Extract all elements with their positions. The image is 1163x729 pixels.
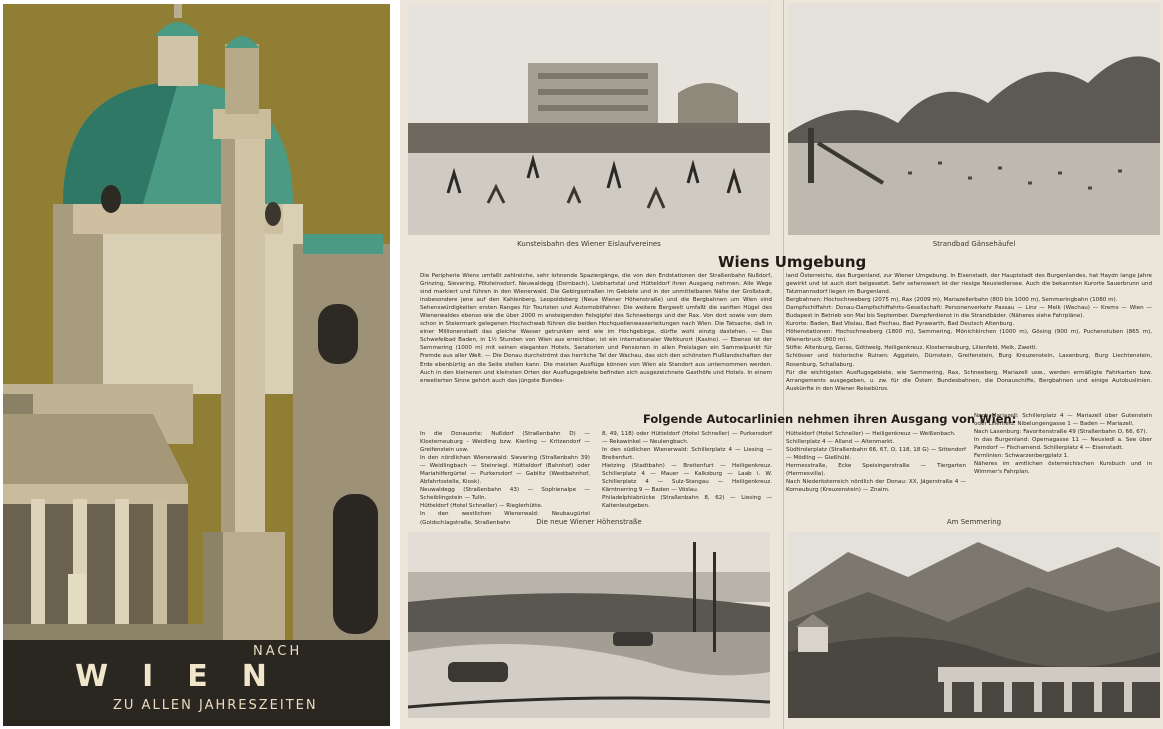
paragraph: Nach Mariazell: Schillerplatz 4 — Mariazell über Gutenstein oder Lilienfeld. Nibelungengasse 1 — Baden — Mariazell.: [974, 413, 1152, 428]
paragraph: Höhenstationen: Hochschneeberg (1800 m), Semmering, Mönichkirchen (1000 m), Gösing (900 m), Puchenstuben (865 m), Wienerbruck (800 m).: [786, 329, 1152, 344]
paragraph: Bergbahnen: Hochschneeberg (2075 m), Rax (2009 m), Mariazellerbahn (800 bis 1000 m), Semmeringbahn (1080 m).: [786, 297, 1118, 304]
paragraph: Näheres im amtlichen österreichischen Kursbuch und in Wimmer's Fahrplan.: [974, 461, 1152, 476]
photo-ice-rink: [408, 3, 770, 235]
brochure-inner-spread: [400, 0, 1163, 729]
paragraph: Fernlinien: Schwarzenbergplatz 1.: [974, 453, 1069, 460]
paragraph: Schillerplatz 4 — Alland — Altenmarkt.: [786, 439, 895, 446]
section-heading: Wiens Umgebung: [718, 253, 867, 271]
cover-subtitle: ZU ALLEN JAHRESZEITEN: [113, 698, 318, 713]
fold-line: [783, 0, 784, 729]
caption-semmering: Am Semmering: [946, 518, 1002, 526]
text-column-left: [420, 272, 772, 412]
photo-strandbad: [788, 3, 1160, 235]
caption-ice-rink: Kunsteisbahn des Wiener Eislaufvereines: [517, 240, 661, 248]
paragraph: Die Peripherie Wiens umfaßt zahlreiche, sehr lohnende Spaziergänge, die von den Endstationen der Straßenbahn Nußdorf, Grinzing, Sievering, Pötzleinsdorf, Neuwaldegg (Dornbach), Liebhartstal und Hütteldorf ihren Ausgang nehmen. Alle Wege sind markiert und führen in den Wienerwald. Die Gebirgsstraßen im Gebiete und in der unmittelbaren Nähe der Großstadt, insbesondere jene auf den Kahlenberg, Leopoldsberg (Neue Wiener Höhenstraße) und die Bergbahnen um Wien sind Sehenswürdigkeiten ersten Ranges für Touristen und Automobilfahrer. Die weitere Bergwelt umfaßt die sanften Hügel des Wienerwaldes ebenso wie die über 2000 m ansteigenden Felsgipfel des Schneebergs und der Rax. Von dort sowie von dem schon in Steiermark gelegenen Hochschwab führen die beiden Hochquellenwasserleitungen nach Wien. Die Tatsache, daß in einer Millionenstadt das gleiche Wasser getrunken wird wie im Hochgebirge, dürfte wohl einzig dastehen. — Das Schwefelbad Baden, in 1½ Stunden von Wien aus erreichbar, ist ein internationaler Weltkurort (Kasino). — Ebenso ist der Semmering (1000 m) mit seinen eleganten Hotels, Sanatorien und Pensionen in allen Preislagen ein Sammelpunkt für Fremde aus aller Welt. — Die Donau durchströmt das herrliche Tal der Wachau, das sich den schönsten Flußlandschaften der Erde ebenbürtig an die Seite stellen kann. Die meisten Ausflüge können von Wien als Standort aus unternommen werden. Auch in den kleineren und kleinsten Orten der Ausflugsgebiete befinden sich ausgezeichnete Gasthöfe und Hotels. In einem erweiterten Sinne gehört auch das jüngste Bundes-: [420, 273, 772, 384]
paragraph: Hietzing (Stadtbahn) — Breitenfurt — Heiligenkreuz. Schillerplatz 4 — Mauer — Kalksburg — Laab i. W. Schillerplatz 4 — Sulz-Stangau — Heiligenkreuz. Kärntnerring 9 — Baden — Vöslau.: [602, 463, 772, 494]
paragraph: In den südlichen Wienerwald: Schillerplatz 4 — Liesing — Breitenfurt.: [602, 447, 772, 462]
paragraph: In den nördlichen Wienerwald: Sievering (Straßenbahn 39) — Weidlingbach — Steinriegl. Hütteldorf (Bahnhof) oder Mariahilfergürtel — Purkersdorf — Gablitz (Westbahnhof, Abfahrtsstelle, Kiosk).: [420, 455, 590, 486]
cover-title: WIEN: [75, 659, 301, 694]
paragraph: Schlösser und historische Ruinen: Aggstein, Dürnstein, Greifenstein, Burg Kreuzenstein, Laxenburg, Burg Liechtenstein, Rosenburg, Schallaburg.: [786, 353, 1152, 368]
paragraph: Hütteldorf (Hotel Schneller) — Rieglerhütte.: [420, 503, 543, 510]
paragraph: In das Burgenland: Opernagasse 11 — Neusiedl a. See über Parndorf — Fischamend. Schillerplatz 4 — Eisenstadt.: [974, 437, 1152, 452]
paragraph: Südtirolerplatz (Straßenbahn 66, 67, O, 118, 18 G) — Sittendorf — Mödling — Gießhübl.: [786, 447, 966, 462]
paragraph: Neuwaldegg (Straßenbahn 43) — Sophienalpe — Scheiblingstein — Tulln.: [420, 487, 590, 502]
caption-strandbad: Strandbad Gänsehäufel: [932, 240, 1016, 248]
brochure-cover: [3, 4, 390, 726]
paragraph: In den westlichen Wienerwald: Neubaugürtel (Goldschlagstraße, Straßenbahn: [420, 511, 590, 526]
paragraph: Für die wichtigsten Ausflugsgebiete, wie Semmering, Rax, Schneeberg, Mariazell usw., werden ermäßigte Fahrkarten bzw. Arrangements ausgegeben, u. zw. für die Österr. Bundesbahnen, die Donauschiffe, Bergbahnen und einige Autobuslinien. Auskünfte in den Wiener Reisebüros.: [786, 369, 1152, 392]
paragraph: Nach Niederösterreich nördlich der Donau: XX, Jägerstraße 4 — Korneuburg (Kreuzenstein) — Znaim.: [786, 479, 966, 494]
paragraph: Philadelphiabrücke (Straßenbahn 8, 62) — Liesing — Kaltenleutgeben.: [602, 495, 772, 510]
photo-hoehenstrasse: [408, 532, 770, 718]
paragraph: Hermesstraße, Ecke Speisingerstraße — Tiergarten (Hermesvilla).: [786, 463, 966, 478]
paragraph: Kurorte: Baden, Bad Vöslau, Bad Fischau, Bad Pyrawarth, Bad Deutsch Altenburg.: [786, 321, 1015, 328]
paragraph: Nach Laxenburg: Favoritenstraße 49 (Straßenbahn O, 66, 67).: [974, 429, 1148, 436]
autocar-heading: Folgende Autocarlinien nehmen ihren Ausgang von Wien:: [643, 412, 1017, 426]
cover-nach-label: NACH: [253, 644, 303, 659]
paragraph: Stifte: Altenburg, Geras, Göttweig, Heiligenkreuz, Klosterneuburg, Lilienfeld, Melk, Zwettl.: [786, 345, 1038, 352]
paragraph: In die Donauorte: Nußdorf (Straßenbahn D) — Klosterneuburg - Weidling bzw. Kierling — Kritzendorf — Greifenstein usw.: [420, 431, 590, 454]
paragraph: 8, 49, 118) oder Hütteldorf (Hotel Schneller) — Purkersdorf — Rekawinkel — Neulengbach.: [602, 431, 772, 446]
autocar-column-3: [786, 430, 966, 514]
paragraph: Hütteldorf (Hotel Schneller) — Heiligenkreuz — Weißenbach.: [786, 431, 956, 437]
photo-semmering: [788, 532, 1160, 718]
caption-hoehenstrasse: Die neue Wiener Höhenstraße: [536, 518, 642, 526]
paragraph: Dampfschiffahrt: Donau-Dampfschiffahrts-Gesellschaft: Personenverkehr Passau — Linz — Melk (Wachau) — Krems — Wien — Budapest in Betrieb von Mai bis September. Dampferdienst in die Strandbäder. (Näheres siehe Fahrpläne).: [786, 305, 1152, 320]
autocar-column-2: [602, 430, 772, 514]
text-column-right: [786, 272, 1152, 412]
autocar-column-4: [974, 412, 1152, 514]
paragraph: land Österreichs, das Burgenland, zur Wiener Umgebung. In Eisenstadt, der Hauptstadt des Burgenlandes, hat Haydn lange Jahre gewirkt und ist auch dort beigesetzt. Sehr sehenswert ist der riesige Neusiedlersee. Auch die bekannten Kurorte Sauerbrunn und Tatzmannsdorf liegen im Burgenland.: [786, 273, 1152, 296]
karlskirche-illustration: [3, 4, 390, 726]
